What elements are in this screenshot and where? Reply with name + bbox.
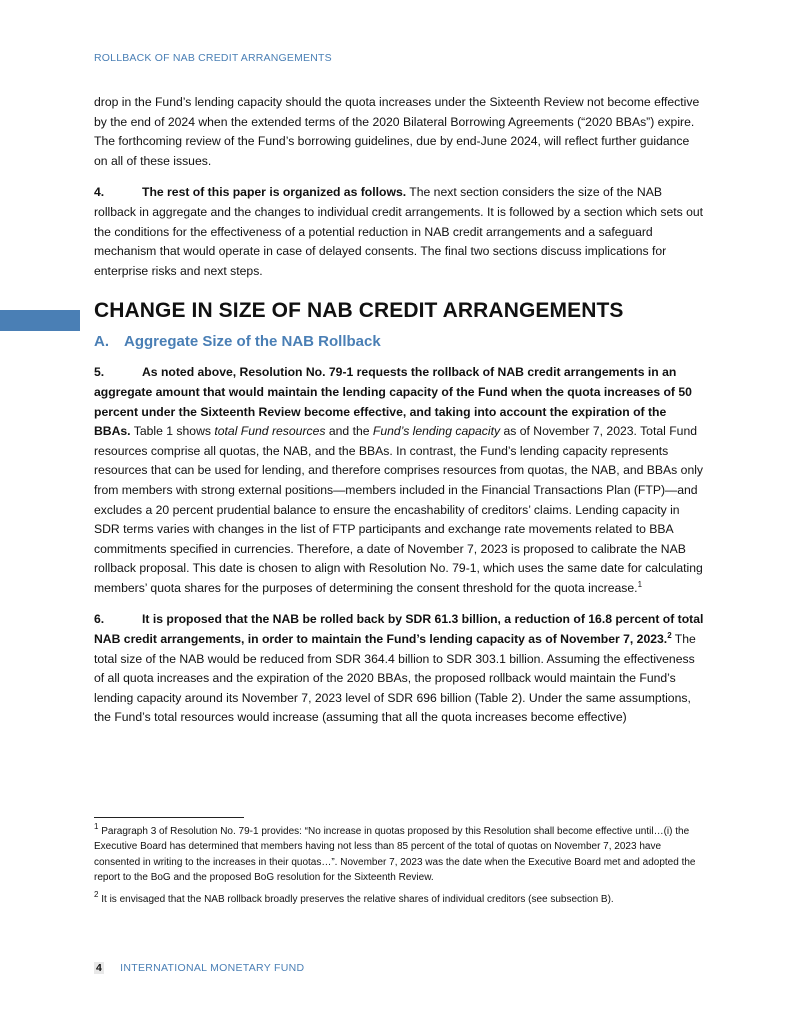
page-body (94, 93, 706, 740)
section-marker-bar (0, 310, 80, 331)
footnote-text: It is envisaged that the NAB rollback broadly preserves the relative shares of individual creditors (see subsection B). (98, 893, 614, 905)
paragraph-text: and the (325, 424, 373, 439)
paragraph-number: 4. (94, 185, 105, 200)
footnote-2 (94, 889, 706, 907)
subsection-text: Aggregate Size of the NAB Rollback (124, 333, 381, 351)
subsection-title (94, 331, 706, 353)
paragraph-number: 5. (94, 365, 105, 380)
running-header: ROLLBACK OF NAB CREDIT ARRANGEMENTS (94, 52, 332, 64)
paragraph-lead: As noted above, Resolution No. 79-1 requests the rollback of NAB credit arrangements in an aggregate amount that would maintain the lending capacity of the Fund when the quota increases of 50 percent under the Sixteenth Review become effective, and taking into account the expiration of the BBAs. (94, 365, 692, 439)
paragraph-text: The total size of the NAB would be reduced from SDR 364.4 billion to SDR 303.1 billion. Assuming the effectiveness of all quota increases and the expiration of the 2020 BBAs, the proposed rollback would maintain the Fund’s lending capacity around its November 7, 2023 level of SDR 696 billion (Table 2). Under the same assumptions, the Fund’s total resources would increase (assuming that all the quota increases become effective) (94, 632, 696, 725)
page-footer (94, 962, 304, 974)
paragraph-text: The next section considers the size of the NAB rollback in aggregate and the changes to individual credit arrangements. It is followed by a section which sets out the conditions for the effectiveness of a potential reduction in NAB credit arrangements and a safeguard mechanism that would operate in case of delayed consents. The final two sections discuss implications for enterprise risks and next steps. (94, 185, 704, 278)
paragraph-lead: The rest of this paper is organized as follows. (142, 185, 407, 200)
footer-organization: INTERNATIONAL MONETARY FUND (120, 962, 305, 974)
footnote-divider (94, 817, 244, 818)
footnote-ref[interactable]: 2 (667, 631, 672, 641)
page-number: 4 (96, 962, 103, 974)
section-title: CHANGE IN SIZE OF NAB CREDIT ARRANGEMENTS (94, 299, 624, 323)
paragraph-4 (94, 183, 706, 281)
footnote-ref[interactable]: 1 (637, 579, 643, 589)
paragraph-text: as of November 7, 2023. Total Fund resources comprise all quotas, the NAB, and the BBAs. In contrast, the Fund’s lending capacity represents resources that can be used for lending, and therefore comprises resources from quotas, the NAB, and BBAs only from members with strong external positions—members included in the Financial Transactions Plan (FTP)—and excludes a 20 percent prudential balance to ensure the encashability of creditors’ claims. Lending capacity in SDR terms varies with changes in the list of FTP participants and exchange rate movements related to BBA commitments specified in currencies. Therefore, a date of November 7, 2023 is proposed to calibrate the NAB rollback proposal. This date is chosen to align with Resolution No. 79-1, which uses the same date for calculating members’ quota shares for the purposes of determining the consent threshold for the quota increase. (94, 424, 704, 595)
paragraph-text: Table 1 shows (130, 424, 215, 439)
footnote-text: Paragraph 3 of Resolution No. 79-1 provides: “No increase in quotas proposed by this Resolution shall become effective until…(i) the Executive Board has determined that members having not less than 85 percent of the total of quotas on November 7, 2023 have consented in writing to the increases in their quotas…”. November 7, 2023 was the date when the Executive Board met and adopted the report to the BoG and the proposed BoG resolution for the Sixteenth Review. (94, 826, 696, 884)
footnotes (94, 824, 706, 913)
footnote-1 (94, 824, 706, 886)
paragraph-lead: It is proposed that the NAB be rolled back by SDR 61.3 billion, a reduction of 16.8 percent of total NAB credit arrangements, in order to maintain the Fund’s lending capacity as of November 7, 2023. (94, 612, 704, 647)
subsection-letter: A. (94, 333, 109, 351)
paragraph-number: 6. (94, 612, 105, 627)
paragraph-6 (94, 610, 706, 728)
paragraph-5 (94, 363, 706, 598)
footnote-marker: 1 (94, 822, 99, 831)
italic-term: total Fund resources (214, 424, 326, 439)
intro-paragraph: drop in the Fund’s lending capacity should the quota increases under the Sixteenth Review not become effective by the end of 2024 when the extended terms of the 2020 Bilateral Borrowing Agreements (“2020 BBAs”) expire. The forthcoming review of the Fund’s borrowing guidelines, due by end-June 2024, will reflect further guidance on all of these issues. (94, 95, 700, 168)
italic-term: Fund’s lending capacity (372, 424, 501, 439)
footnote-marker: 2 (94, 889, 99, 899)
